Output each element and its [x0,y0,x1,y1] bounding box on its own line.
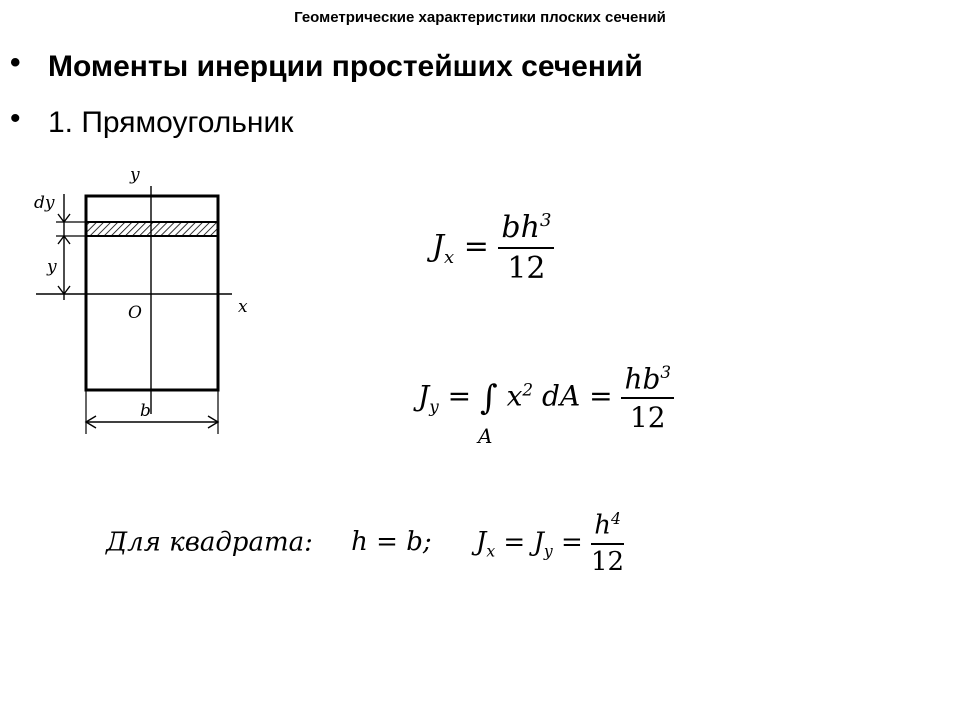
integral-lower-limit: A [478,424,493,449]
jy-fraction [621,362,674,434]
x-axis-label: x [238,297,248,317]
formula-jx: $J_x$ = $\frac{bh^3}{12}$ [432,210,554,286]
jy-denominator: 12 [629,401,666,435]
origin-label: O [128,303,142,323]
jy-differential: dA [542,379,581,413]
jx-numerator-power: 3 [539,210,552,231]
square-jx-subscript: x [486,542,496,561]
formula-square: Для квадрата: h = b; $J_x = J_y$ = $\frac{h^4}{12}$ [106,510,625,577]
slide-header: Геометрические характеристики плоских сечений [294,9,666,26]
square-jy-subscript: y [543,542,553,561]
jy-numerator-power: 3 [660,362,672,382]
y-dimension-label: y [47,257,57,277]
jx-numerator: bh [501,210,540,245]
formula-jy: $J_y$ = ∫ A $x^2$ dA = $\frac{hb^3}{12}$ [418,362,674,434]
jy-integrand: x [506,379,523,413]
square-jy-symbol: J [533,527,544,558]
jx-subscript: x [444,247,455,268]
square-numerator: h [594,510,611,541]
square-prefix: Для квадрата: [106,527,313,558]
hatched-strip [86,222,218,236]
jx-denominator: 12 [507,251,546,286]
jy-integrand-power: 2 [522,379,534,400]
dy-label: dy [34,193,55,213]
jy-subscript: y [429,396,439,417]
bullet-text: 1. Прямоугольник [48,106,294,139]
square-numerator-power: 4 [610,510,621,528]
jy-symbol: J [418,379,430,413]
square-condition: h = b; [351,527,432,558]
square-jx-symbol: J [475,527,487,558]
bullet-dot-icon: • [10,46,21,79]
jx-fraction [498,210,554,286]
b-dimension-label: b [140,401,151,421]
y-axis-label: y [130,165,140,185]
jx-symbol: J [432,229,445,264]
square-fraction [591,510,624,577]
square-denominator: 12 [591,546,625,577]
jy-numerator: hb [624,362,661,396]
integral-icon: ∫ [480,378,498,419]
bullet-dot-icon: • [10,102,21,135]
bullet-text: Моменты инерции простейших сечений [48,50,643,83]
